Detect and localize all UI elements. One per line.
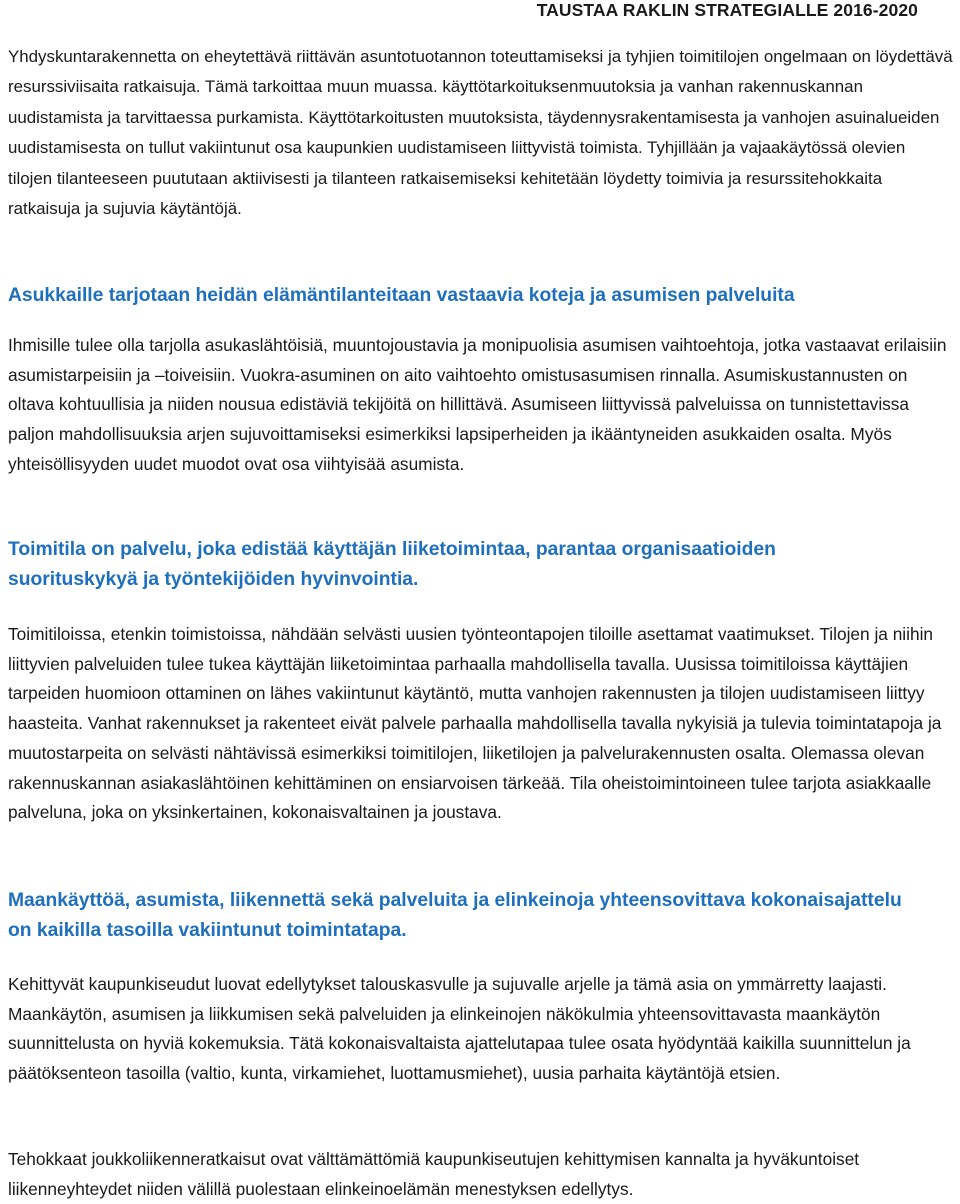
section-heading-landuse: Maankäyttöä, asumista, liikennettä sekä palveluita ja elinkeinoja yhteensovittava kokonaisajattelu on kaikilla tasoilla vakiintunut toimintatapa. xyxy=(8,890,902,941)
section-heading-housing: Asukkaille tarjotaan heidän elämäntilanteitaan vastaavia koteja ja asumisen palveluita xyxy=(8,285,795,306)
running-header: TAUSTAA RAKLIN STRATEGIALLE 2016-2020 xyxy=(536,0,918,20)
landuse-paragraph: Kehittyvät kaupunkiseudut luovat edellytykset talouskasvulle ja sujuvalle arjelle ja tämä asia on ymmärretty laajasti. Maankäytön, asumisen ja liikkumisen sekä palveluiden ja elinkeinojen näkökulmia yhteensovittavasta maankäytön suunnittelusta on hyviä kokemuksia. Tätä kokonaisvaltaista ajattelutapaa tulee osata hyödyntää kaikilla suunnittelun ja päätöksenteon tasoilla (valtio, kunta, virkamiehet, luottamusmiehet), uusia parhaita käytäntöjä etsien. xyxy=(8,974,911,1084)
intro-paragraph: Yhdyskuntarakennetta on eheytettävä riittävän asuntotuotannon toteuttamiseksi ja tyhjien toimitilojen ongelmaan on löydettävä resurssiviisaita ratkaisuja. Tämä tarkoittaa muun muassa. käyttötarkoituksenmuutoksia ja vanhan rakennuskannan uudistamista ja tarvittaessa purkamista. Käyttötarkoitusten muutoksista, täydennysrakentamisesta ja vanhojen asuinalueiden uudistamisesta on tullut vakiintunut osa kaupunkien uudistamiseen liittyvistä toimista. Tyhjillään ja vajaakäytössä olevien tilojen tilanteeseen puututaan aktiivisesti ja tilanteen ratkaisemiseksi kehitetään löydetty toimivia ja resurssitehokkaita ratkaisuja ja sujuvia käytäntöjä. xyxy=(8,47,953,219)
transport-paragraph: Tehokkaat joukkoliikenneratkaisut ovat välttämättömiä kaupunkiseutujen kehittymisen kannalta ja hyväkuntoiset liikenneyhteydet niiden välillä puolestaan elinkeinoelämän menestyksen edellytys. xyxy=(8,1149,860,1199)
premises-paragraph: Toimitiloissa, etenkin toimistoissa, nähdään selvästi uusien työnteontapojen tiloille asettamat vaatimukset. Tilojen ja niihin liittyvien palveluiden tulee tukea käyttäjän liiketoimintaa parhaalla mahdollisella tavalla. Uusissa toimitiloissa käyttäjien tarpeiden huomioon ottaminen on lähes vakiintunut käytäntö, mutta vanhojen rakennusten ja tilojen uudistamiseen liittyy haasteita. Vanhat rakennukset ja rakenteet eivät palvele parhaalla mahdollisella tavalla nykyisiä ja tulevia toimintatapoja ja muutostarpeita on selvästi nähtävissä esimerkiksi toimitilojen, liiketilojen ja palvelurakennusten osalta. Olemassa olevan rakennuskannan asiakaslähtöinen kehittäminen on ensiarvoisen tärkeää. Tila oheistoimintoineen tulee tarjota asiakkaalle palveluna, joka on yksinkertainen, kokonaisvaltainen ja joustava. xyxy=(8,624,942,823)
housing-paragraph: Ihmisille tulee olla tarjolla asukaslähtöisiä, muuntojoustavia ja monipuolisia asumisen vaihtoehtoja, jotka vastaavat erilaisiin asumistarpeisiin ja –toiveisiin. Vuokra-asuminen on aito vaihtoehto omistusasumisen rinnalla. Asumiskustannusten on oltava kohtuullisia ja niiden nousua edistäviä tekijöitä on hillittävä. Asumiseen liittyvissä palveluissa on tunnistettavissa paljon mahdollisuuksia arjen sujuvoittamiseksi esimerkiksi lapsiperheiden ja ikääntyneiden asukkaiden osalta. Myös yhteisöllisyyden uudet muodot ovat osa viihtyisää asumista. xyxy=(8,335,947,474)
section-heading-premises: Toimitila on palvelu, joka edistää käyttäjän liiketoimintaa, parantaa organisaatioiden suorituskykyä ja työntekijöiden hyvinvointia. xyxy=(8,539,776,590)
